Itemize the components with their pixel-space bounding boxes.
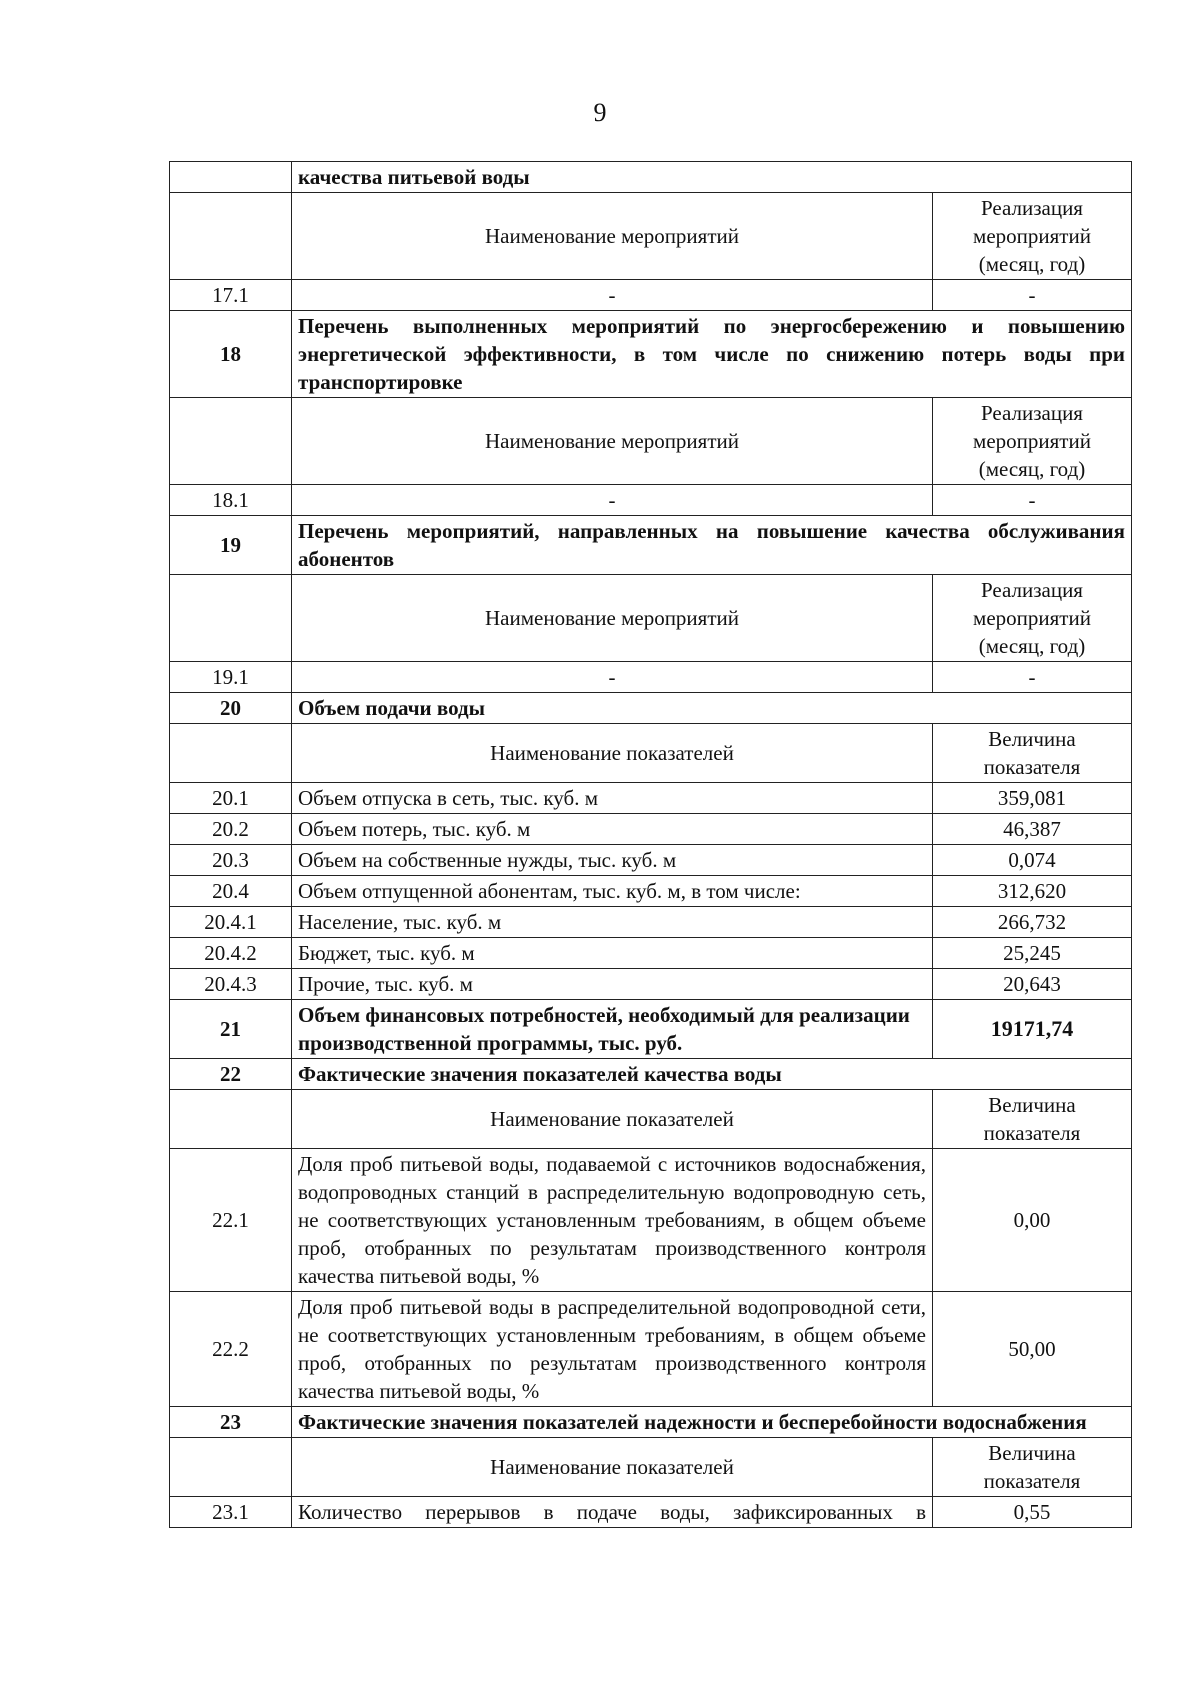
section-17-title-row — [170, 162, 1132, 193]
row-value: - — [933, 485, 1132, 516]
table-row — [170, 845, 1132, 876]
column-header-value: Величина показателя — [933, 1438, 1132, 1497]
table-row — [170, 876, 1132, 907]
table-row — [170, 814, 1132, 845]
section-22-header-row — [170, 1090, 1132, 1149]
column-header-name: Наименование показателей — [292, 1438, 933, 1497]
row-value: 25,245 — [933, 938, 1132, 969]
column-header-value: Величина показателя — [933, 1090, 1132, 1149]
row-number: 20.2 — [170, 814, 292, 845]
row-value: 0,074 — [933, 845, 1132, 876]
section-23-title: Фактические значения показателей надежности и бесперебойности водоснабжения — [292, 1407, 1132, 1438]
section-23-title-row — [170, 1407, 1132, 1438]
row-number: 17.1 — [170, 280, 292, 311]
row-number: 20.3 — [170, 845, 292, 876]
row-value: 50,00 — [933, 1292, 1132, 1407]
section-18-title-row — [170, 311, 1132, 398]
row-value: 359,081 — [933, 783, 1132, 814]
section-20-title-row — [170, 693, 1132, 724]
row-number: 22.1 — [170, 1149, 292, 1292]
section-17-num-cell — [170, 162, 292, 193]
section-number: 19 — [170, 516, 292, 575]
table-row — [170, 1149, 1132, 1292]
column-header-name: Наименование мероприятий — [292, 575, 933, 662]
column-header-implementation: Реализация мероприятий (месяц, год) — [933, 398, 1132, 485]
section-19-title: Перечень мероприятий, направленных на повышение качества обслуживания абонентов — [292, 516, 1132, 575]
row-name: Бюджет, тыс. куб. м — [292, 938, 933, 969]
column-header-name: Наименование мероприятий — [292, 193, 933, 280]
column-header-name: Наименование показателей — [292, 724, 933, 783]
page-number: 9 — [593, 98, 607, 127]
row-name: - — [292, 662, 933, 693]
section-21-value: 19171,74 — [933, 1000, 1132, 1059]
section-number: 18 — [170, 311, 292, 398]
section-23-header-row — [170, 1438, 1132, 1497]
table-row — [170, 1292, 1132, 1407]
section-20-header-row — [170, 724, 1132, 783]
row-number: 20.4.1 — [170, 907, 292, 938]
table-row — [170, 485, 1132, 516]
section-number: 22 — [170, 1059, 292, 1090]
row-number: 23.1 — [170, 1497, 292, 1528]
row-value: 46,387 — [933, 814, 1132, 845]
section-22-title-row — [170, 1059, 1132, 1090]
row-number: 20.4 — [170, 876, 292, 907]
report-table — [169, 161, 1132, 1528]
section-22-title: Фактические значения показателей качества воды — [292, 1059, 1132, 1090]
row-name: Доля проб питьевой воды, подаваемой с источников водоснабжения, водопроводных станций в распределительную водопроводную сеть, не соответствующих установленным требованиям, в общем объеме проб, отобранных по результатам производственного контроля качества питьевой воды, % — [292, 1149, 933, 1292]
column-header-name: Наименование мероприятий — [292, 398, 933, 485]
row-number: 18.1 — [170, 485, 292, 516]
column-header-name: Наименование показателей — [292, 1090, 933, 1149]
row-number: 19.1 — [170, 662, 292, 693]
section-18-title: Перечень выполненных мероприятий по энергосбережению и повышению энергетической эффективности, в том числе по снижению потерь воды при транспортировке — [292, 311, 1132, 398]
row-name: Количество перерывов в подаче воды, зафиксированных в — [292, 1497, 933, 1528]
row-name: - — [292, 485, 933, 516]
section-17-header-row — [170, 193, 1132, 280]
row-name: Доля проб питьевой воды в распределительной водопроводной сети, не соответствующих установленным требованиям, в общем объеме проб, отобранных по результатам производственного контроля качества питьевой воды, % — [292, 1292, 933, 1407]
section-number: 20 — [170, 693, 292, 724]
section-20-title: Объем подачи воды — [292, 693, 1132, 724]
row-number: 20.1 — [170, 783, 292, 814]
table-row — [170, 907, 1132, 938]
section-number: 23 — [170, 1407, 292, 1438]
section-19-title-row — [170, 516, 1132, 575]
table-row — [170, 662, 1132, 693]
section-17-title: качества питьевой воды — [292, 162, 1132, 193]
row-name: Прочие, тыс. куб. м — [292, 969, 933, 1000]
column-header-implementation: Реализация мероприятий (месяц, год) — [933, 193, 1132, 280]
section-21-row — [170, 1000, 1132, 1059]
column-header-value: Величина показателя — [933, 724, 1132, 783]
row-value: 20,643 — [933, 969, 1132, 1000]
table-row — [170, 1497, 1132, 1528]
table-row — [170, 280, 1132, 311]
section-number: 21 — [170, 1000, 292, 1059]
table-row — [170, 969, 1132, 1000]
row-name: Население, тыс. куб. м — [292, 907, 933, 938]
row-value: 312,620 — [933, 876, 1132, 907]
table-row — [170, 783, 1132, 814]
row-name: Объем потерь, тыс. куб. м — [292, 814, 933, 845]
section-19-header-row — [170, 575, 1132, 662]
row-name: Объем на собственные нужды, тыс. куб. м — [292, 845, 933, 876]
row-name: Объем отпуска в сеть, тыс. куб. м — [292, 783, 933, 814]
section-21-title: Объем финансовых потребностей, необходимый для реализации производственной программы, тыс. руб. — [292, 1000, 933, 1059]
row-value: 0,00 — [933, 1149, 1132, 1292]
table-row — [170, 938, 1132, 969]
section-18-header-row — [170, 398, 1132, 485]
row-number: 20.4.2 — [170, 938, 292, 969]
row-value: 266,732 — [933, 907, 1132, 938]
column-header-implementation: Реализация мероприятий (месяц, год) — [933, 575, 1132, 662]
row-value: 0,55 — [933, 1497, 1132, 1528]
row-number: 22.2 — [170, 1292, 292, 1407]
row-number: 20.4.3 — [170, 969, 292, 1000]
row-name: Объем отпущенной абонентам, тыс. куб. м, в том числе: — [292, 876, 933, 907]
row-name: - — [292, 280, 933, 311]
row-value: - — [933, 662, 1132, 693]
row-value: - — [933, 280, 1132, 311]
